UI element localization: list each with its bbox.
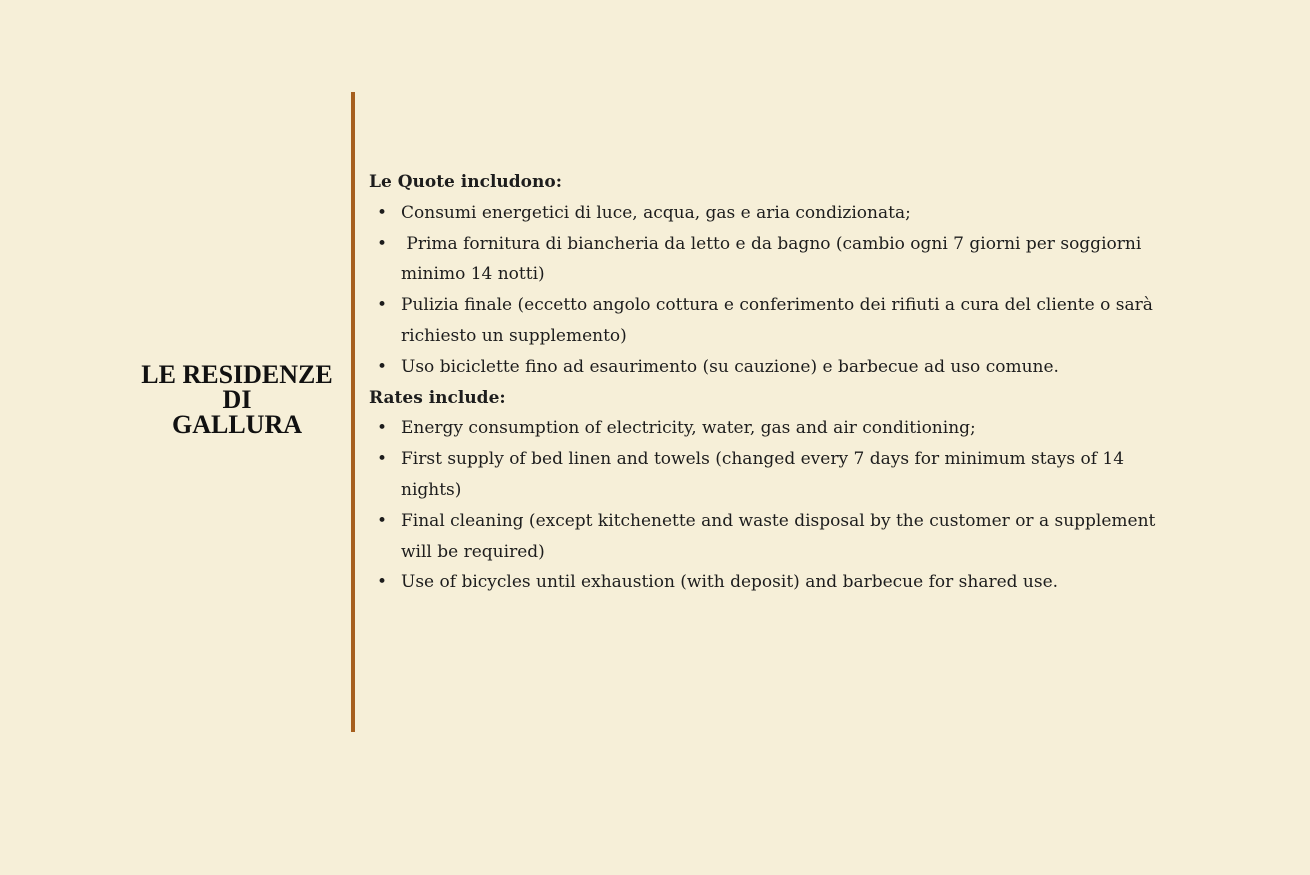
bullet-icon: • — [377, 418, 388, 439]
list-item-text: First supply of bed linen and towels (changed every 7 days for minimum stays of 14 nights) — [401, 449, 1125, 500]
english-list — [369, 413, 1179, 598]
list-item-text: Prima fornitura di biancheria da letto e da bagno (cambio ogni 7 giorni per soggiorni minimo 14 notti) — [401, 233, 1147, 285]
list-item-text: Final cleaning (except kitchenette and waste disposal by the customer or a supplement will be required) — [401, 510, 1156, 562]
bullet-icon: • — [377, 233, 388, 254]
list-item — [369, 444, 1179, 506]
italian-list — [369, 198, 1179, 383]
english-section-title: Rates include: — [369, 387, 506, 408]
list-item-text: Uso biciclette fino ad esaurimento (su cauzione) e barbecue ad uso comune. — [401, 356, 1059, 377]
list-item-text: Energy consumption of electricity, water, gas and air conditioning; — [401, 418, 976, 439]
bullet-icon: • — [377, 356, 388, 377]
bullet-icon: • — [377, 202, 388, 223]
bullet-icon: • — [377, 572, 388, 593]
brand-line-3: GALLURA — [171, 410, 302, 439]
list-item-text: Consumi energetici di luce, acqua, gas e aria condizionata; — [401, 202, 911, 223]
bullet-icon: • — [377, 295, 388, 316]
vertical-divider — [351, 92, 355, 732]
brand-name — [128, 362, 346, 437]
bullet-icon: • — [377, 449, 388, 470]
rates-content — [369, 167, 1179, 598]
brand-line-1: LE RESIDENZE — [141, 360, 333, 389]
bullet-icon: • — [377, 510, 388, 531]
list-item-text: Use of bicycles until exhaustion (with deposit) and barbecue for shared use. — [401, 572, 1059, 593]
italian-section-title: Le Quote includono: — [369, 172, 562, 192]
list-item — [369, 198, 1179, 229]
list-item — [369, 229, 1179, 291]
list-item — [369, 352, 1179, 383]
list-item-text: Pulizia finale (eccetto angolo cottura e conferimento dei rifiuti a cura del cliente o sarà richiesto un supplemento) — [401, 295, 1153, 346]
list-item — [369, 290, 1179, 352]
list-item — [369, 413, 1179, 444]
list-item — [369, 506, 1179, 568]
brand-line-2: DI — [222, 385, 252, 414]
list-item — [369, 567, 1179, 598]
